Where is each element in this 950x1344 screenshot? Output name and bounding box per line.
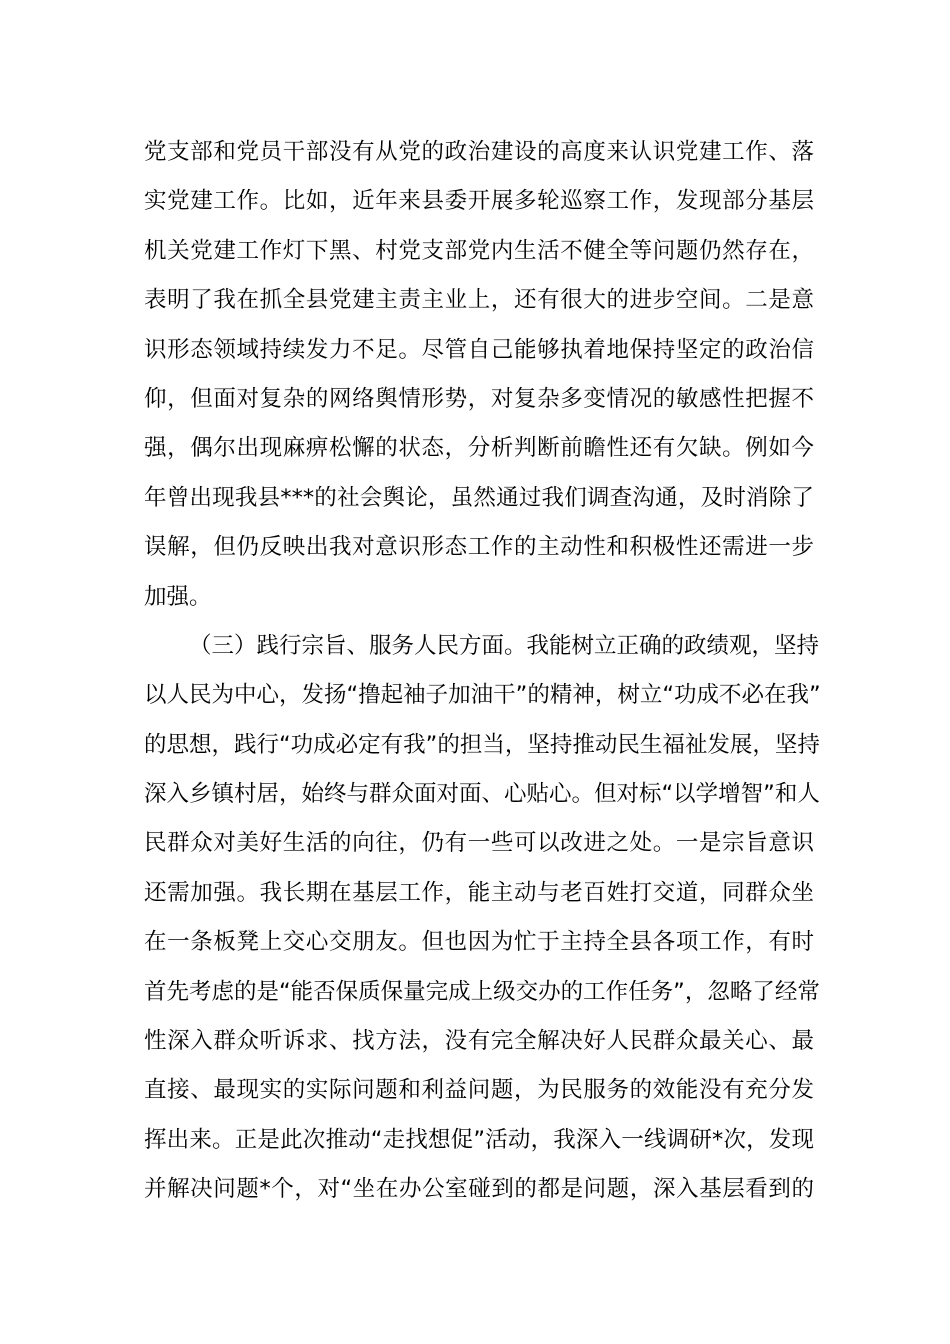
text-line: 以人民为中心，发扬“撸起袖子加油干”的精神，树立“功成不必在我” [144, 682, 821, 709]
text-line: 在一条板凳上交心交朋友。但也因为忙于主持全县各项工作，有时 [144, 929, 814, 956]
text-line: 性深入群众听诉求、找方法，没有完全解决好人民群众最关心、最 [144, 1028, 814, 1055]
text-line: 挥出来。正是此次推动“走找想促”活动，我深入一线调研*次，发现 [144, 1126, 814, 1153]
text-line: 并解决问题*个，对“坐在办公室碰到的都是问题，深入基层看到的 [144, 1176, 814, 1203]
text-line: 年曾出现我县***的社会舆论，虽然通过我们调查沟通，及时消除了 [144, 484, 814, 511]
text-line: 民群众对美好生活的向往，仍有一些可以改进之处。一是宗旨意识 [144, 830, 814, 857]
body-text [144, 128, 821, 1215]
text-line: 加强。 [144, 583, 212, 610]
text-line: 强，偶尔出现麻痹松懈的状态，分析判断前瞻性还有欠缺。例如今 [144, 435, 814, 462]
text-line: 深入乡镇村居，始终与群众面对面、心贴心。但对标“以学增智”和人 [144, 781, 820, 808]
text-line: 党支部和党员干部没有从党的政治建设的高度来认识党建工作、落 [144, 139, 814, 165]
text-line: 机关党建工作灯下黑、村党支部党内生活不健全等问题仍然存在， [144, 237, 814, 264]
section-heading-line: （三）践行宗旨、服务人民方面。我能树立正确的政绩观，坚持 [189, 632, 820, 659]
text-line: 表明了我在抓全县党建主责主业上，还有很大的进步空间。二是意 [144, 287, 814, 314]
text-line: 仰，但面对复杂的网络舆情形势，对复杂多变情况的敏感性把握不 [144, 385, 814, 412]
text-line: 误解，但仍反映出我对意识形态工作的主动性和积极性还需进一步 [144, 534, 814, 561]
text-line: 直接、最现实的实际问题和利益问题，为民服务的效能没有充分发 [144, 1077, 814, 1104]
text-line: 识形态领域持续发力不足。尽管自己能够执着地保持坚定的政治信 [144, 336, 814, 363]
text-line: 首先考虑的是“能否保质保量完成上级交办的工作任务”，忽略了经常 [144, 978, 820, 1005]
text-line: 实党建工作。比如，近年来县委开展多轮巡察工作，发现部分基层 [144, 188, 814, 215]
text-line: 的思想，践行“功成必定有我”的担当，坚持推动民生福祉发展，坚持 [144, 731, 820, 758]
text-line: 还需加强。我长期在基层工作，能主动与老百姓打交道，同群众坐 [144, 879, 814, 906]
